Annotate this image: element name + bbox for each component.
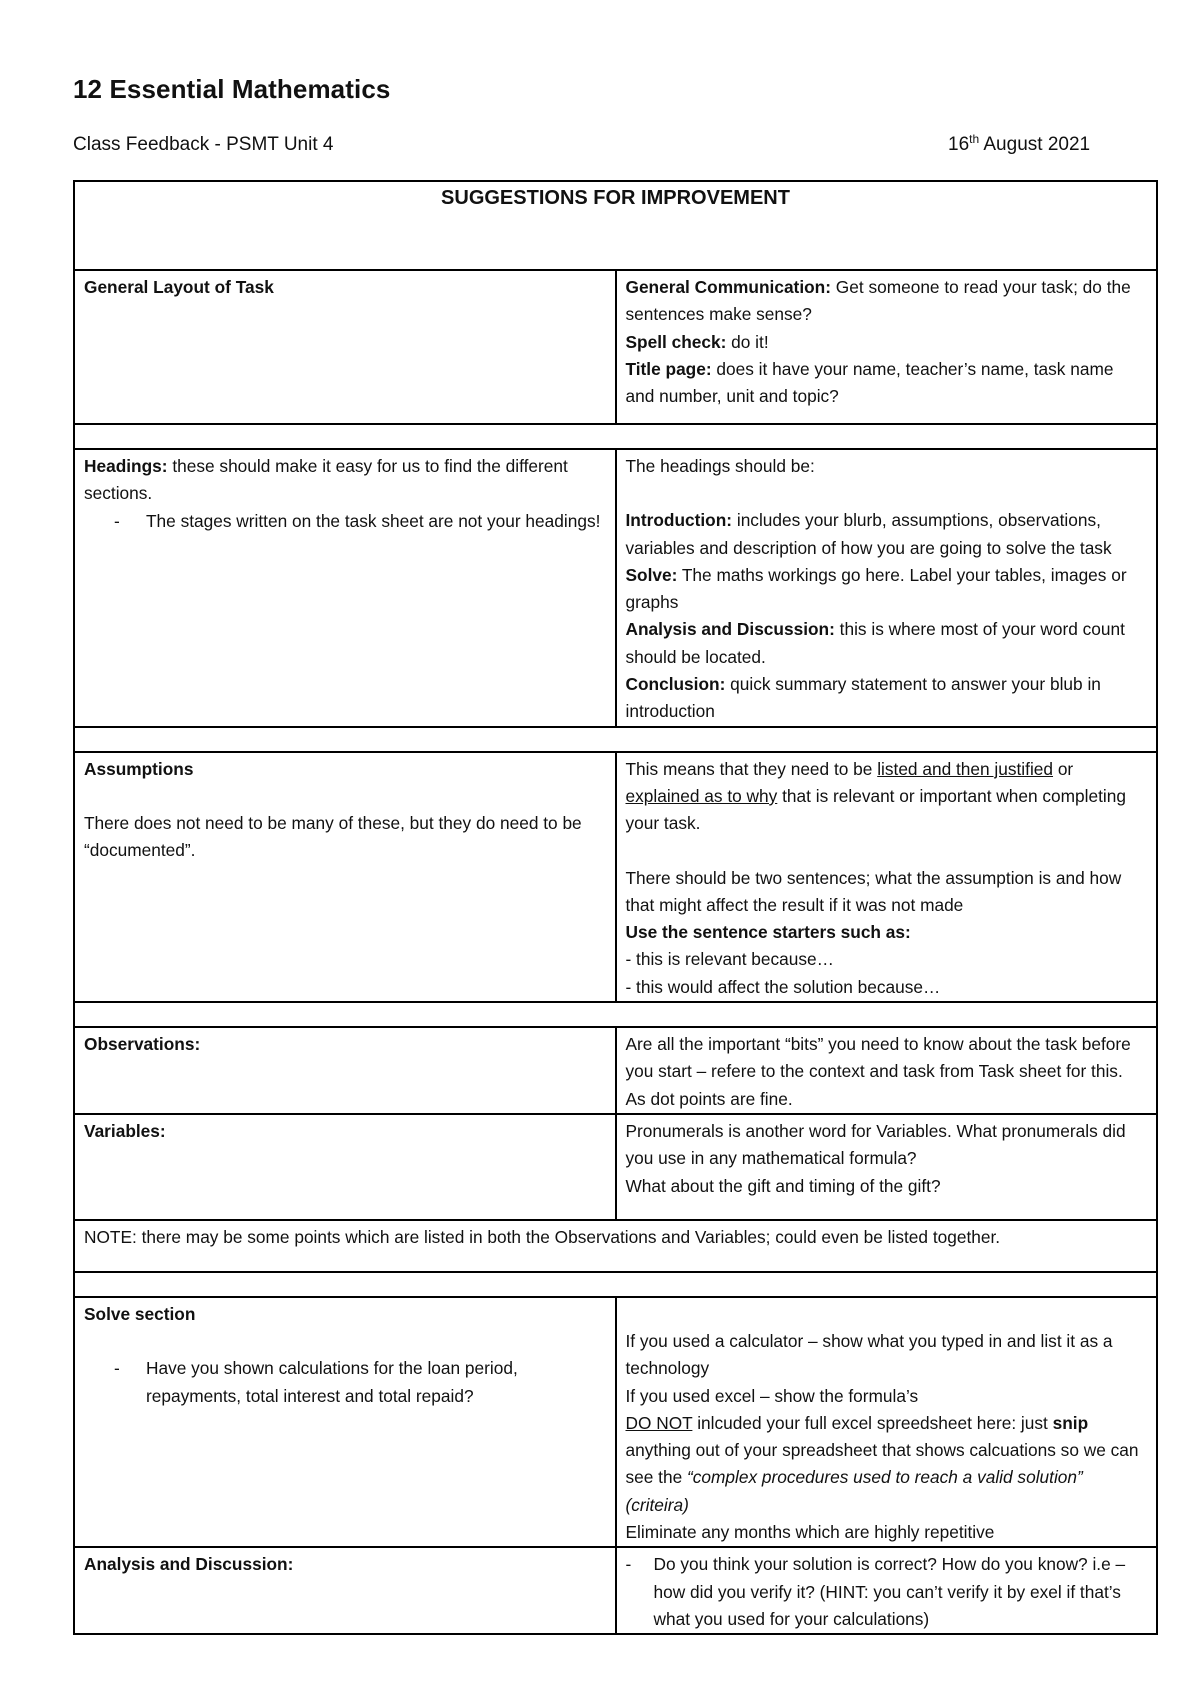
row-content-cell [616, 270, 1158, 424]
spacer-row [74, 1002, 1157, 1027]
blank-line [84, 1328, 606, 1355]
row-label: General Layout of Task [84, 277, 274, 297]
document-subtitle: Class Feedback - PSMT Unit 4 [73, 134, 334, 155]
dash-marker: - [625, 1554, 632, 1575]
blank-line [626, 1301, 1148, 1328]
row-label-cell [74, 270, 616, 424]
paragraph: If you used a calculator – show what you typed in and list it as a technology [625, 1330, 1113, 1379]
text: This means that they need to be [625, 758, 878, 779]
label-analysis: Analysis and Discussion: [625, 619, 835, 640]
table-row [74, 449, 1157, 727]
spacer-row [74, 727, 1157, 752]
paragraph: Eliminate any months which are highly repetitive [625, 1522, 995, 1543]
paragraph [626, 329, 1148, 356]
paragraph: As dot points are fine. [625, 1088, 793, 1109]
table-row [74, 270, 1157, 424]
label-introduction: Introduction: [625, 510, 733, 531]
paragraph [84, 756, 606, 783]
row-content-cell [616, 1114, 1158, 1220]
text: this is where most of your word count should be located. [625, 619, 1125, 667]
table-row [74, 1547, 1157, 1634]
row-label-cell [74, 1114, 616, 1220]
spacer-cell [74, 727, 1157, 752]
row-label-cell [74, 1547, 616, 1634]
paragraph [626, 919, 1148, 946]
date-month-year: August 2021 [979, 134, 1091, 155]
blank-line [84, 783, 606, 810]
paragraph [84, 453, 606, 508]
paragraph [626, 1410, 1148, 1519]
row-content-cell [616, 1547, 1158, 1634]
bullet-text: Do you think your solution is correct? How do you know? i.e – how did you verify it? (HINT: you can’t verify it by exel if that’s what you used for your calculations) [653, 1554, 1126, 1629]
paragraph [626, 616, 1148, 671]
paragraph: Are all the important “bits” you need to know about the task before you start – refere to the context and task from Task sheet for this. [625, 1034, 1131, 1082]
row-label: Variables: [84, 1120, 166, 1141]
row-label-cell [74, 752, 616, 1002]
label-title-page: Title page: [625, 358, 712, 379]
date-suffix: th [969, 132, 980, 146]
text: The maths workings go here. Label your tables, images or graphs [625, 564, 1127, 613]
underlined-text: listed and then justified [877, 758, 1054, 779]
label-spell-check: Spell check: [625, 331, 727, 352]
blank-line [626, 838, 1148, 865]
row-label: Observations: [84, 1034, 201, 1055]
text: do it! [726, 331, 769, 352]
paragraph: The headings should be: [625, 456, 815, 476]
bullet-text: Have you shown calculations for the loan period, repayments, total interest and total repaid? [146, 1358, 518, 1406]
bold-text: snip [1047, 1412, 1089, 1433]
paragraph [626, 356, 1148, 411]
paragraph: If you used excel – show the formula’s [625, 1385, 919, 1406]
paragraph: Pronumerals is another word for Variables. What pronumerals did you use in any mathematical formula? [625, 1120, 1126, 1169]
row-label: Assumptions [84, 758, 194, 779]
row-content-cell [616, 1297, 1158, 1547]
table-row [74, 1114, 1157, 1220]
text: does it have your name, teacher’s name, task name and number, unit and topic? [625, 358, 1114, 407]
paragraph: - this would affect the solution because… [625, 976, 941, 997]
table-row [74, 1297, 1157, 1547]
label-headings: Headings: [84, 456, 168, 476]
row-label-cell [74, 1297, 616, 1547]
row-content-cell [616, 752, 1158, 1002]
label-solve: Solve: [625, 564, 678, 585]
table-row [74, 752, 1157, 1002]
paragraph [626, 507, 1148, 562]
text: Get someone to read your task; do the sentences make sense? [625, 277, 1131, 325]
paragraph [626, 671, 1148, 726]
text: or [1053, 758, 1074, 779]
dash-marker: - [114, 1358, 120, 1379]
dash-marker: - [114, 510, 120, 531]
table-row [74, 1027, 1157, 1114]
spacer-cell [74, 1002, 1157, 1027]
table-heading: SUGGESTIONS FOR IMPROVEMENT [74, 181, 1157, 270]
text: inlcuded your full excel spreedsheet here: just [692, 1412, 1048, 1433]
document-title: 12 Essential Mathematics [73, 74, 391, 104]
label-conclusion: Conclusion: [625, 674, 726, 695]
row-label: Solve section [84, 1303, 196, 1324]
text: that is relevant or important when completing your task. [625, 785, 1126, 834]
dash-bullet [84, 508, 606, 535]
feedback-table [73, 180, 1158, 1635]
row-label-cell [74, 449, 616, 727]
note-cell: NOTE: there may be some points which are listed in both the Observations and Variables; could even be listed together. [74, 1220, 1157, 1272]
underlined-text: DO NOT [625, 1412, 693, 1433]
spacer-cell [74, 1272, 1157, 1297]
bullet-text: The stages written on the task sheet are not your headings! [146, 510, 601, 531]
underlined-text: explained as to why [625, 785, 778, 806]
row-content-cell [616, 1027, 1158, 1114]
spacer-row [74, 424, 1157, 449]
dash-bullet [84, 1355, 606, 1410]
date-day: 16 [948, 134, 970, 155]
paragraph [84, 1301, 606, 1328]
spacer-row [74, 1272, 1157, 1297]
label-general-communication: General Communication: [625, 277, 831, 297]
text: these should make it easy for us to find the different sections. [84, 456, 568, 504]
text: quick summary statement to answer your blub in introduction [625, 674, 1101, 722]
row-label: Analysis and Discussion: [84, 1554, 294, 1575]
dash-bullet [626, 1551, 1148, 1633]
text: includes your blurb, assumptions, observations, variables and description of how you are going to solve the task [625, 510, 1112, 558]
paragraph: - this is relevant because… [625, 949, 834, 970]
paragraph: There does not need to be many of these, but they do need to be “documented”. [84, 812, 582, 861]
paragraph [626, 274, 1148, 329]
spacer-cell [74, 424, 1157, 449]
blank-line [626, 480, 1148, 507]
paragraph [626, 756, 1148, 838]
italic-text: “complex procedures used to reach a valid solution” (criteira) [625, 1467, 1083, 1515]
row-content-cell [616, 449, 1158, 727]
bold-text: Use the sentence starters such as: [625, 922, 911, 943]
paragraph: What about the gift and timing of the gift? [625, 1175, 941, 1196]
text: anything out of your spreadsheet that shows calcuations so we can see the [625, 1440, 1139, 1488]
document-date [948, 134, 1090, 156]
table-row [74, 1220, 1157, 1272]
paragraph [626, 562, 1148, 617]
row-label-cell [74, 1027, 616, 1114]
table-heading-row [74, 181, 1157, 270]
paragraph: There should be two sentences; what the assumption is and how that might affect the result if it was not made [625, 867, 1122, 915]
